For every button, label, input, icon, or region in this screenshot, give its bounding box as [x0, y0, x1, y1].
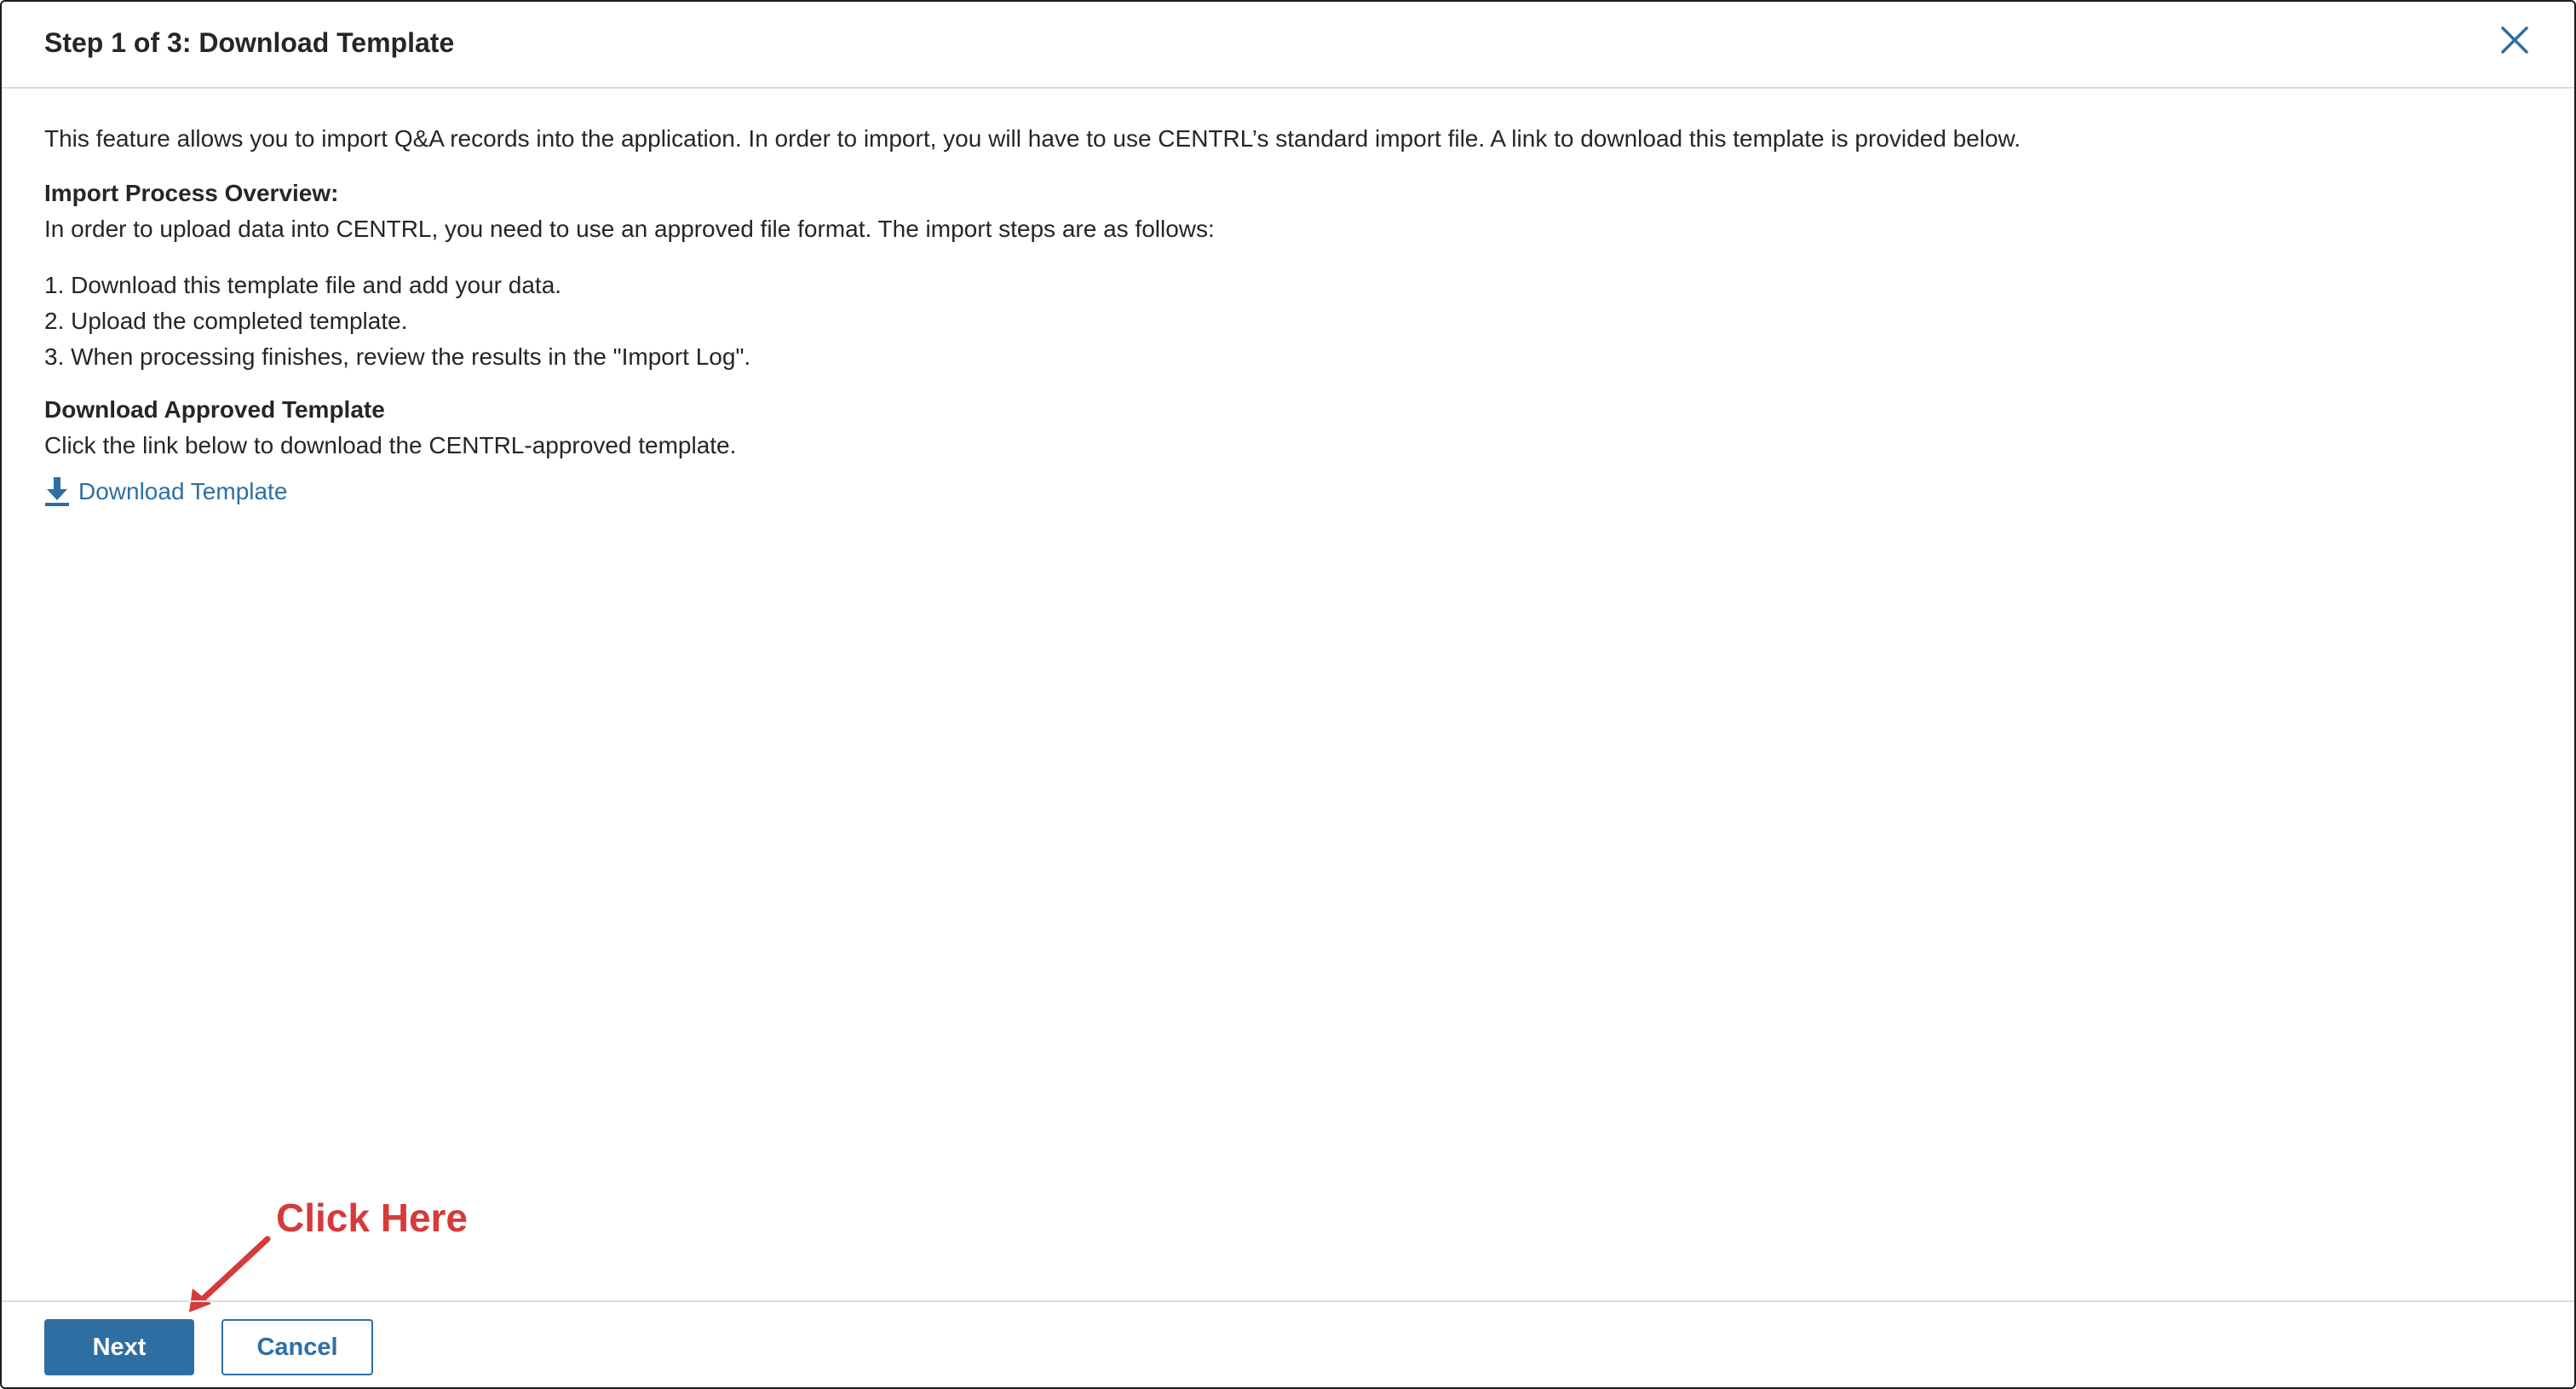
download-link-label: Download Template [78, 478, 288, 504]
close-button[interactable] [2498, 23, 2532, 57]
dialog-title: Step 1 of 3: Download Template [44, 27, 455, 58]
intro-text: This feature allows you to import Q&A records into the application. In order to import, you will have to use CENTRL’s standard import file. A link to download this template is provided below. [44, 125, 2021, 152]
download-text: Click the link below to download the CENTRL-approved template. [44, 432, 737, 458]
step-item: 1. Download this template file and add your data. [44, 272, 562, 298]
dialog-footer [2, 1300, 2574, 1387]
download-heading: Download Approved Template [44, 396, 385, 423]
cancel-button[interactable]: Cancel [221, 1319, 373, 1375]
overview-text: In order to upload data into CENTRL, you need to use an approved file format. The import steps are as follows: [44, 216, 1215, 242]
next-button[interactable]: Next [44, 1319, 194, 1375]
step-item: 3. When processing finishes, review the results in the "Import Log". [44, 343, 751, 370]
step-item: 2. Upload the completed template. [44, 308, 408, 334]
overview-heading: Import Process Overview: [44, 180, 339, 206]
dialog-header [2, 2, 2574, 89]
download-template-link[interactable] [44, 474, 287, 510]
click-here-annotation: Click Here [276, 1196, 469, 1240]
dialog-body [44, 121, 2532, 518]
download-icon [44, 475, 70, 508]
close-icon [2498, 23, 2532, 57]
steps-list [44, 268, 2532, 375]
